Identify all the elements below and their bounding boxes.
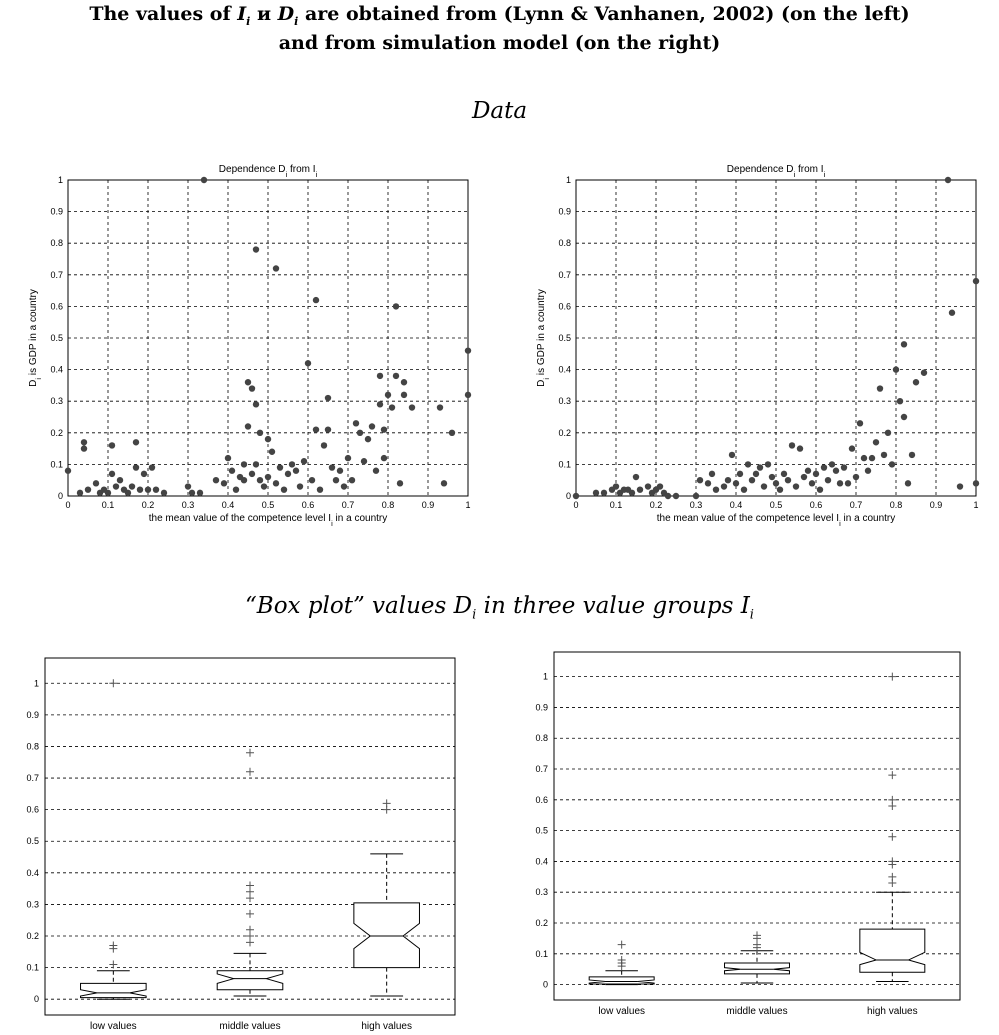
data-point — [377, 401, 383, 407]
data-point — [109, 471, 115, 477]
x-tick-label: 0.9 — [421, 500, 435, 510]
data-point — [249, 471, 255, 477]
y-tick-label: 0.8 — [26, 741, 39, 752]
data-point — [309, 477, 315, 483]
data-point — [861, 455, 867, 461]
data-point — [373, 468, 379, 474]
data-point — [793, 483, 799, 489]
data-point — [337, 468, 343, 474]
x-category-label: middle values — [219, 1021, 281, 1032]
data-point — [645, 483, 651, 489]
x-tick-label: 0.5 — [261, 500, 275, 510]
x-category-label: high values — [361, 1021, 412, 1032]
data-point — [365, 436, 371, 442]
y-tick-label: 0.1 — [26, 962, 39, 973]
y-tick-label: 0.4 — [50, 364, 63, 375]
data-point — [161, 490, 167, 496]
data-point — [137, 486, 143, 492]
data-point — [129, 483, 135, 489]
data-point — [713, 486, 719, 492]
data-point — [957, 483, 963, 489]
data-point — [225, 455, 231, 461]
data-point — [305, 360, 311, 366]
data-point — [869, 455, 875, 461]
data-point — [865, 468, 871, 474]
data-point — [249, 385, 255, 391]
y-tick-label: 0.8 — [50, 238, 63, 249]
data-point — [369, 423, 375, 429]
data-point — [601, 490, 607, 496]
data-point — [229, 468, 235, 474]
data-point — [133, 464, 139, 470]
data-point — [785, 477, 791, 483]
data-point — [809, 480, 815, 486]
data-point — [437, 404, 443, 410]
scatter-chart-left — [10, 150, 480, 570]
data-point — [385, 392, 391, 398]
data-point — [77, 490, 83, 496]
data-point — [85, 486, 91, 492]
data-point — [133, 439, 139, 445]
y-tick-label: 0.1 — [50, 459, 63, 470]
data-point — [145, 486, 151, 492]
data-point — [141, 471, 147, 477]
data-point — [465, 392, 471, 398]
y-tick-label: 0.9 — [558, 206, 571, 217]
data-point — [725, 477, 731, 483]
data-point — [265, 474, 271, 480]
data-point — [245, 423, 251, 429]
x-tick-label: 0.1 — [609, 500, 623, 510]
data-point — [81, 439, 87, 445]
data-point — [973, 278, 979, 284]
data-point — [949, 310, 955, 316]
data-point — [189, 490, 195, 496]
y-tick-label: 0.7 — [535, 764, 548, 775]
x-tick-label: 1 — [465, 500, 471, 510]
data-point — [901, 341, 907, 347]
y-tick-label: 0.3 — [50, 396, 63, 407]
data-point — [945, 177, 951, 183]
y-tick-label: 0.8 — [535, 733, 548, 744]
data-point — [105, 490, 111, 496]
data-point — [201, 177, 207, 183]
y-tick-label: 1 — [57, 175, 63, 185]
data-point — [757, 464, 763, 470]
data-point — [813, 471, 819, 477]
figure-heading-line2: and from simulation model (on the right) — [278, 32, 721, 54]
data-point — [329, 464, 335, 470]
y-tick-label: 1 — [565, 175, 571, 185]
data-point — [921, 370, 927, 376]
y-tick-label: 0 — [33, 994, 39, 1005]
section-title-boxplot: “Box plot” values $D_i$ in three value groups $I_i$ — [245, 593, 754, 623]
data-point — [153, 486, 159, 492]
data-point — [889, 461, 895, 467]
data-point — [333, 477, 339, 483]
y-tick-label: 0.9 — [26, 709, 39, 720]
data-point — [881, 452, 887, 458]
y-tick-label: 0.7 — [26, 773, 39, 784]
data-point — [241, 461, 247, 467]
data-point — [401, 379, 407, 385]
scatter-chart-right — [518, 150, 988, 570]
data-point — [401, 392, 407, 398]
data-point — [349, 477, 355, 483]
data-point — [817, 486, 823, 492]
data-point — [313, 297, 319, 303]
data-point — [341, 483, 347, 489]
data-point — [273, 480, 279, 486]
data-point — [905, 480, 911, 486]
y-tick-label: 0.6 — [558, 301, 571, 312]
data-point — [897, 398, 903, 404]
data-point — [273, 265, 279, 271]
data-point — [377, 373, 383, 379]
x-tick-label: 0.6 — [301, 500, 315, 510]
y-tick-label: 0.2 — [535, 918, 548, 929]
data-point — [893, 366, 899, 372]
data-point — [241, 477, 247, 483]
box-body — [589, 977, 654, 984]
box-body — [217, 971, 283, 990]
data-point — [257, 430, 263, 436]
data-point — [281, 486, 287, 492]
data-point — [397, 480, 403, 486]
data-point — [149, 464, 155, 470]
data-point — [765, 461, 771, 467]
data-point — [841, 464, 847, 470]
data-point — [913, 379, 919, 385]
x-tick-label: 0.4 — [729, 500, 743, 510]
data-point — [317, 486, 323, 492]
x-axis-label: the mean value of the competence level $I_i$ in a country — [656, 513, 896, 528]
data-point — [185, 483, 191, 489]
data-point — [325, 395, 331, 401]
x-tick-label: 0.6 — [809, 500, 823, 510]
data-point — [853, 474, 859, 480]
data-point — [773, 480, 779, 486]
data-point — [693, 493, 699, 499]
box-body — [81, 983, 147, 997]
chart-title: Dependence $D_i$ from $I_i$ — [726, 164, 826, 179]
data-point — [857, 420, 863, 426]
y-tick-label: 0.2 — [26, 931, 39, 942]
x-tick-label: 0.8 — [889, 500, 903, 510]
data-point — [829, 461, 835, 467]
data-point — [125, 490, 131, 496]
x-tick-label: 0 — [65, 500, 71, 510]
y-tick-label: 0.6 — [26, 804, 39, 815]
x-tick-label: 0.2 — [649, 500, 663, 510]
y-tick-label: 0 — [565, 491, 571, 501]
x-tick-label: 0.7 — [341, 500, 355, 510]
data-point — [257, 477, 263, 483]
data-point — [197, 490, 203, 496]
data-point — [837, 480, 843, 486]
data-point — [361, 458, 367, 464]
data-point — [885, 430, 891, 436]
y-tick-label: 0.1 — [535, 948, 548, 959]
data-point — [449, 430, 455, 436]
box-body — [725, 963, 790, 974]
y-tick-label: 0.5 — [50, 333, 63, 343]
data-point — [389, 404, 395, 410]
y-tick-label: 0.7 — [50, 269, 63, 280]
x-tick-label: 0.2 — [141, 500, 155, 510]
y-tick-label: 0 — [57, 491, 63, 501]
data-point — [353, 420, 359, 426]
data-point — [805, 468, 811, 474]
y-axis-label: $D_i$ is GDP in a country — [28, 289, 43, 387]
data-point — [629, 490, 635, 496]
data-point — [745, 461, 751, 467]
y-tick-label: 0.5 — [26, 836, 39, 847]
data-point — [357, 430, 363, 436]
x-tick-label: 0.1 — [101, 500, 115, 510]
data-point — [705, 480, 711, 486]
data-point — [769, 474, 775, 480]
x-tick-label: 0.8 — [381, 500, 395, 510]
box-body — [860, 929, 925, 972]
data-point — [441, 480, 447, 486]
data-point — [313, 426, 319, 432]
data-point — [833, 468, 839, 474]
data-point — [673, 493, 679, 499]
y-tick-label: 0.3 — [558, 396, 571, 407]
data-point — [697, 477, 703, 483]
data-point — [633, 474, 639, 480]
data-point — [253, 461, 259, 467]
y-tick-label: 1 — [542, 671, 548, 682]
y-tick-label: 0.1 — [558, 459, 571, 470]
x-tick-label: 0.7 — [849, 500, 863, 510]
y-tick-label: 0.9 — [50, 206, 63, 217]
data-point — [777, 486, 783, 492]
data-point — [81, 445, 87, 451]
x-category-label: low values — [598, 1006, 646, 1017]
data-point — [233, 486, 239, 492]
data-point — [345, 455, 351, 461]
data-point — [381, 455, 387, 461]
data-point — [297, 483, 303, 489]
data-point — [709, 471, 715, 477]
data-point — [301, 458, 307, 464]
data-point — [117, 477, 123, 483]
y-tick-label: 0.4 — [558, 364, 571, 375]
data-point — [285, 471, 291, 477]
data-point — [277, 464, 283, 470]
y-tick-label: 0.3 — [535, 887, 548, 898]
data-point — [465, 347, 471, 353]
data-point — [637, 486, 643, 492]
data-point — [909, 452, 915, 458]
data-point — [293, 468, 299, 474]
data-point — [657, 483, 663, 489]
data-point — [761, 483, 767, 489]
y-tick-label: 0.8 — [558, 238, 571, 249]
data-point — [789, 442, 795, 448]
data-point — [213, 477, 219, 483]
chart-title: Dependence $D_i$ from $I_i$ — [218, 164, 318, 179]
x-tick-label: 0.3 — [689, 500, 703, 510]
y-tick-label: 0.3 — [26, 899, 39, 910]
data-point — [289, 461, 295, 467]
data-point — [753, 471, 759, 477]
y-axis-label: $D_i$ is GDP in a country — [536, 289, 551, 387]
data-point — [801, 474, 807, 480]
x-tick-label: 0.4 — [221, 500, 235, 510]
data-point — [253, 401, 259, 407]
x-category-label: middle values — [726, 1006, 788, 1017]
data-point — [265, 436, 271, 442]
data-point — [973, 480, 979, 486]
y-tick-label: 0.4 — [26, 867, 39, 878]
data-point — [113, 483, 119, 489]
data-point — [797, 445, 803, 451]
data-point — [325, 426, 331, 432]
y-tick-label: 0.9 — [535, 702, 548, 713]
data-point — [613, 483, 619, 489]
x-category-label: low values — [89, 1021, 137, 1032]
y-tick-label: 0.2 — [50, 427, 63, 438]
y-tick-label: 0.6 — [50, 301, 63, 312]
data-point — [253, 246, 259, 252]
data-point — [877, 385, 883, 391]
data-point — [245, 379, 251, 385]
data-point — [721, 483, 727, 489]
x-tick-label: 1 — [973, 500, 979, 510]
data-point — [825, 477, 831, 483]
data-point — [409, 404, 415, 410]
data-point — [845, 480, 851, 486]
y-tick-label: 0.7 — [558, 269, 571, 280]
section-title-data: Data — [471, 98, 528, 124]
data-point — [781, 471, 787, 477]
box-plot-right — [520, 640, 980, 1030]
figure-heading-line1: The values of $I_i$ и $D_i$ are obtained from (Lynn & Vanhanen, 2002) (on the left) — [89, 3, 910, 28]
data-point — [573, 493, 579, 499]
data-point — [901, 414, 907, 420]
y-tick-label: 0 — [542, 979, 548, 990]
data-point — [93, 480, 99, 486]
data-point — [849, 445, 855, 451]
data-point — [109, 442, 115, 448]
y-tick-label: 0.6 — [535, 794, 548, 805]
y-tick-label: 0.5 — [535, 825, 548, 836]
data-point — [733, 480, 739, 486]
data-point — [65, 468, 71, 474]
data-point — [729, 452, 735, 458]
data-point — [221, 480, 227, 486]
box-plot-left — [20, 648, 465, 1035]
data-point — [737, 471, 743, 477]
data-point — [393, 303, 399, 309]
data-point — [741, 486, 747, 492]
y-tick-label: 0.5 — [558, 333, 571, 343]
data-point — [381, 426, 387, 432]
data-point — [321, 442, 327, 448]
data-point — [593, 490, 599, 496]
data-point — [873, 439, 879, 445]
x-tick-label: 0.3 — [181, 500, 195, 510]
y-tick-label: 0.2 — [558, 427, 571, 438]
data-point — [665, 493, 671, 499]
y-tick-label: 1 — [33, 678, 39, 689]
x-category-label: high values — [867, 1006, 918, 1017]
data-point — [261, 483, 267, 489]
data-point — [269, 449, 275, 455]
x-tick-label: 0 — [573, 500, 579, 510]
x-tick-label: 0.9 — [929, 500, 943, 510]
y-tick-label: 0.4 — [535, 856, 548, 867]
data-point — [821, 464, 827, 470]
x-tick-label: 0.5 — [769, 500, 783, 510]
data-point — [749, 477, 755, 483]
data-point — [393, 373, 399, 379]
x-axis-label: the mean value of the competence level $I_i$ in a country — [148, 513, 388, 528]
